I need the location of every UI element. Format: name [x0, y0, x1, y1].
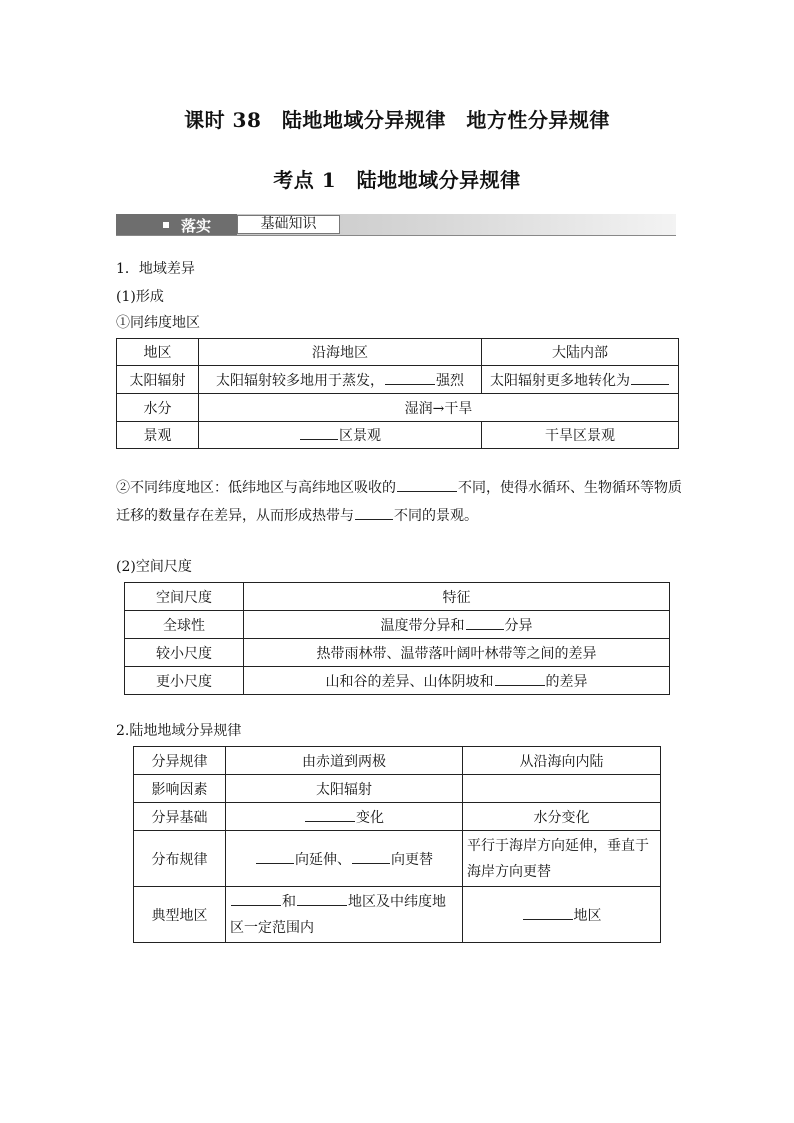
fill-blank[interactable]: [300, 425, 338, 440]
table-header: 从沿海向内陆: [463, 747, 661, 775]
topic-title: 考点 1 陆地地域分异规律: [273, 168, 521, 192]
table-cell: [199, 422, 482, 449]
fill-blank[interactable]: [352, 849, 390, 864]
cell-text: 向更替: [391, 851, 433, 868]
fill-blank[interactable]: [385, 370, 435, 385]
banner-underline: [116, 235, 676, 236]
section-1-1-heading: (1)形成: [116, 289, 164, 305]
table-cell: [482, 366, 679, 394]
row-label: 分异基础: [134, 803, 226, 831]
cell-text: 的差异: [545, 673, 588, 690]
table-cell: [199, 366, 482, 394]
row-label: 全球性: [125, 611, 244, 639]
table-cell: 湿润→干旱: [199, 394, 679, 422]
row-label: 太阳辐射: [117, 366, 199, 394]
para-text: 不同，使得水循环、生物循环等物质迁移的数量存在差异，从而形成热带与: [116, 480, 682, 524]
cell-text: 太阳辐射较多地用于蒸发，: [216, 372, 384, 389]
fill-blank[interactable]: [305, 807, 355, 822]
table-cell: 太阳辐射: [226, 775, 463, 803]
banner-tag: 落实: [181, 217, 212, 235]
cell-text: 向延伸、: [295, 851, 351, 868]
cell-text: 强烈: [436, 372, 464, 389]
row-label: 景观: [117, 422, 199, 449]
table-header: 大陆内部: [482, 339, 679, 366]
cell-text: 温度带分异和: [380, 617, 465, 634]
table-cell: [226, 803, 463, 831]
table-cell: [463, 887, 661, 943]
fill-blank[interactable]: [297, 891, 347, 906]
fill-blank[interactable]: [355, 505, 393, 520]
para-text: 不同的景观。: [394, 508, 478, 524]
row-label: 水分: [117, 394, 199, 422]
section-banner: [116, 214, 676, 236]
table-cell: 热带雨林带、温带落叶阔叶林带等之间的差异: [244, 639, 670, 667]
fill-blank[interactable]: [256, 849, 294, 864]
fill-blank[interactable]: [466, 615, 504, 630]
section-2-heading: 2.陆地地域分异规律: [116, 723, 242, 739]
fill-blank[interactable]: [231, 891, 281, 906]
row-label: 影响因素: [134, 775, 226, 803]
table-cell: 水分变化: [463, 803, 661, 831]
row-label: 更小尺度: [125, 667, 244, 695]
table-cell: 干旱区景观: [482, 422, 679, 449]
row-label: 分布规律: [134, 831, 226, 887]
lesson-title: 课时 38 陆地地域分异规律 地方性分异规律: [184, 108, 610, 132]
cell-text: 太阳辐射更多地转化为: [490, 372, 630, 389]
fill-blank[interactable]: [495, 671, 545, 686]
table-cell: [226, 887, 463, 943]
fill-blank[interactable]: [523, 905, 573, 920]
cell-text: 山和谷的差异、山体阴坡和: [325, 673, 494, 690]
table-header: 地区: [117, 339, 199, 366]
fill-blank[interactable]: [631, 370, 669, 385]
section-1-2-heading: (2)空间尺度: [116, 559, 192, 575]
table-cell: 平行于海岸方向延伸，垂直于海岸方向更替: [463, 831, 661, 887]
cell-text: 地区: [573, 907, 602, 924]
row-label: 较小尺度: [125, 639, 244, 667]
row-label: 典型地区: [134, 887, 226, 943]
table-cell-empty: [463, 775, 661, 803]
cell-text: 和: [282, 893, 296, 910]
square-bullet-icon: [163, 222, 169, 228]
fill-blank[interactable]: [397, 477, 457, 492]
paragraph-different-latitudes: [116, 474, 682, 530]
table-header: 分异规律: [134, 747, 226, 775]
table-header: 沿海地区: [199, 339, 482, 366]
section-1-heading: 1．地域差异: [116, 261, 195, 277]
cell-text: 变化: [356, 809, 384, 826]
zonal-law-table: [133, 746, 661, 943]
banner-label: 基础知识: [237, 215, 340, 234]
section-1-1a-heading: ①同纬度地区: [116, 315, 200, 331]
table-header: 由赤道到两极: [226, 747, 463, 775]
cell-text: 分异: [504, 617, 533, 634]
cell-text: 地区及中纬度地区一定范围内: [230, 893, 446, 936]
para-text: ②不同纬度地区：低纬地区与高纬地区吸收的: [116, 480, 396, 496]
same-latitude-table: [116, 338, 679, 449]
table-cell: [244, 611, 670, 639]
table-header: 空间尺度: [125, 583, 244, 611]
table-cell: [244, 667, 670, 695]
table-header: 特征: [244, 583, 670, 611]
spatial-scale-table: [124, 582, 670, 695]
table-cell: [226, 831, 463, 887]
cell-text: 区景观: [339, 428, 381, 444]
banner-dark-block: [116, 214, 237, 236]
